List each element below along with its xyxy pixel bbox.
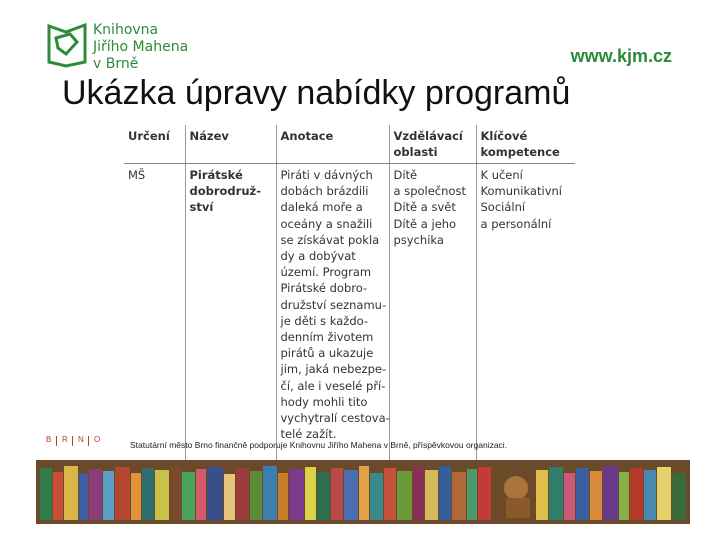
anotace-line: vychytralí cestova- bbox=[280, 411, 390, 426]
cell-kompetence bbox=[476, 164, 575, 471]
kompetence-line: K učení bbox=[480, 168, 523, 182]
table-header-row bbox=[124, 125, 575, 164]
brno-city-logo bbox=[44, 435, 104, 449]
anotace-line: dobách brázdili bbox=[280, 184, 369, 199]
nazev-line: dobrodruž- bbox=[189, 184, 261, 199]
kompetence-line: Sociální bbox=[480, 200, 526, 215]
anotace-line: pirátů a ukazuje bbox=[280, 346, 374, 361]
cell-nazev bbox=[185, 164, 276, 471]
anotace-line: Pirátské dobro- bbox=[280, 281, 368, 296]
logo-line-1: Knihovna bbox=[93, 22, 159, 38]
nazev-line: ství bbox=[189, 200, 214, 215]
slide-title: Ukázka úpravy nabídky programů bbox=[62, 74, 571, 112]
cell-urceni: MŠ bbox=[124, 164, 185, 471]
brno-divider bbox=[72, 436, 73, 446]
brno-divider bbox=[56, 436, 57, 446]
anotace-line: denním životem bbox=[280, 330, 374, 345]
brno-divider bbox=[88, 436, 89, 446]
anotace-line: oceány a snažili bbox=[280, 216, 373, 231]
nazev-line: Pirátské bbox=[189, 168, 243, 182]
anotace-line: čí, ale i veselé pří- bbox=[280, 378, 386, 393]
oblasti-line: Dítě bbox=[393, 168, 418, 182]
header-nazev: Název bbox=[185, 125, 276, 164]
anotace-line: dy a dobývat bbox=[280, 249, 356, 264]
bookshelf-books-icon bbox=[36, 464, 690, 520]
library-logo bbox=[46, 22, 206, 70]
header-oblasti-line: oblasti bbox=[393, 145, 438, 159]
anotace-line: telé zažít. bbox=[280, 427, 337, 442]
header-kompetence-line: Klíčové bbox=[480, 129, 528, 143]
header-urceni: Určení bbox=[124, 125, 185, 164]
oblasti-line: a společnost bbox=[393, 184, 466, 199]
cell-anotace bbox=[276, 164, 389, 471]
brno-letter: R bbox=[62, 435, 68, 444]
library-logo-text bbox=[93, 22, 188, 73]
anotace-line: družství seznamu- bbox=[280, 297, 387, 312]
header-kompetence bbox=[476, 125, 575, 164]
header-oblasti-line: Vzdělávací bbox=[393, 129, 463, 143]
kompetence-line: a personální bbox=[480, 216, 552, 231]
kompetence-line: Komunikativní bbox=[480, 184, 562, 199]
oblasti-line: Dítě a svět bbox=[393, 200, 456, 215]
table-row bbox=[124, 164, 575, 471]
anotace-line: území. Program bbox=[280, 265, 372, 280]
program-table bbox=[124, 125, 575, 442]
anotace-line: se získávat pokla bbox=[280, 232, 380, 247]
brno-letter: B bbox=[46, 435, 52, 444]
anotace-line: jim, jaká nebezpe- bbox=[280, 362, 387, 377]
bookshelf-illustration bbox=[36, 460, 690, 524]
oblasti-line: Dítě a jeho bbox=[393, 216, 457, 231]
header-anotace: Anotace bbox=[276, 125, 389, 164]
library-logo-icon bbox=[46, 22, 88, 68]
brno-letter: O bbox=[94, 435, 101, 444]
site-url[interactable]: www.kjm.cz bbox=[570, 46, 672, 66]
logo-line-2: Jiřího Mahena bbox=[93, 39, 189, 55]
logo-line-3: v Brně bbox=[93, 56, 139, 72]
header-oblasti bbox=[389, 125, 476, 164]
header-kompetence-line: kompetence bbox=[480, 145, 560, 159]
brno-letter: N bbox=[78, 435, 84, 444]
anotace-line: Piráti v dávných bbox=[280, 168, 373, 182]
anotace-line: je děti s každo- bbox=[280, 313, 369, 328]
anotace-line: daleká moře a bbox=[280, 200, 363, 215]
anotace-line: hody mohli tito bbox=[280, 394, 368, 409]
funding-note: Statutární město Brno finančně podporuje Knihovnu Jiřího Mahena v Brně, příspěvkovou organizaci. bbox=[130, 440, 508, 450]
cell-oblasti bbox=[389, 164, 476, 471]
oblasti-line: psychika bbox=[393, 232, 444, 247]
